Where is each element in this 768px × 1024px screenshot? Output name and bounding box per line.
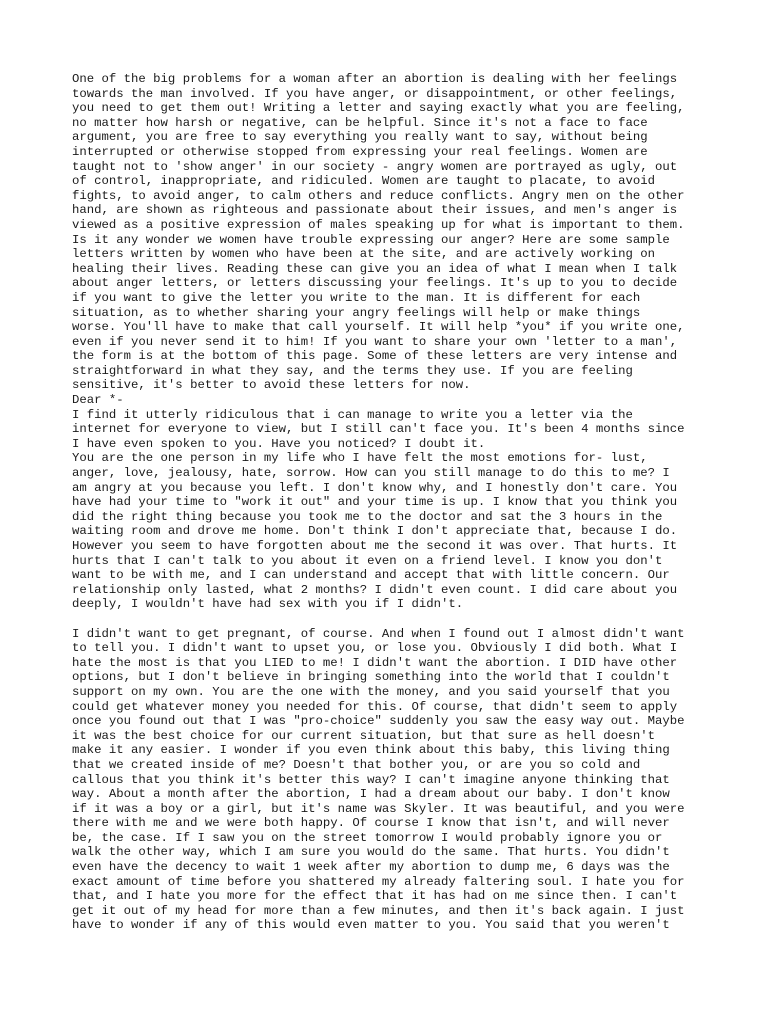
text-line: did the right thing because you took me to the doctor and sat the 3 hours in the <box>72 509 663 524</box>
text-line: You are the one person in my life who I have felt the most emotions for- lust, <box>72 451 648 466</box>
text-line: make it any easier. I wonder if you even think about this baby, this living thing <box>72 743 670 758</box>
text-line: situation, as to whether sharing your angry feelings will help or make things <box>72 305 641 320</box>
text-line: if it was a boy or a girl, but it's name was Skyler. It was beautiful, and you were <box>72 801 685 816</box>
text-line: I have even spoken to you. Have you noticed? I doubt it. <box>72 436 486 451</box>
text-line: once you found out that I was "pro-choice" suddenly you saw the easy way out. Maybe <box>72 714 685 729</box>
text-line: it was the best choice for our current situation, but that sure as hell doesn't <box>72 728 655 743</box>
text-line: healing their lives. Reading these can give you an idea of what I mean when I talk <box>72 261 678 276</box>
text-line: straightforward in what they say, and the terms they use. If you are feeling <box>72 363 633 378</box>
text-line: letters written by women who have been at the site, and are actively working on <box>72 247 655 262</box>
text-line: hurts that I can't talk to you about it even on a friend level. I know you don't <box>72 553 663 568</box>
text-line: hand, are shown as righteous and passionate about their issues, and men's anger is <box>72 203 678 218</box>
text-line: anger, love, jealousy, hate, sorrow. How can you still manage to do this to me? I <box>72 466 670 481</box>
text-line: get it out of my head for more than a few minutes, and then it's back again. I just <box>72 903 685 918</box>
text-line: if you want to give the letter you write to the man. It is different for each <box>72 290 641 305</box>
text-line: relationship only lasted, what 2 months? I didn't even count. I did care about you <box>72 582 678 597</box>
text-line: of control, inappropriate, and ridiculed. Women are taught to placate, to avoid <box>72 174 655 189</box>
text-line: walk the other way, which I am sure you would do the same. That hurts. You didn't <box>72 845 670 860</box>
text-line: have to wonder if any of this would even matter to you. You said that you weren't <box>72 918 670 933</box>
text-line: have had your time to "work it out" and your time is up. I know that you think you <box>72 495 678 510</box>
blank-line <box>72 612 732 627</box>
text-line: towards the man involved. If you have anger, or disappointment, or other feelings, <box>72 86 678 101</box>
document-body <box>72 72 732 933</box>
text-line: that, and I hate you more for the effect that it has had on me since then. I can't <box>72 889 678 904</box>
text-line: am angry at you because you left. I don't know why, and I honestly don't care. You <box>72 480 678 495</box>
text-line: viewed as a positive expression of males speaking up for what is important to them. <box>72 217 685 232</box>
text-line: exact amount of time before you shattered my already faltering soul. I hate you for <box>72 874 685 889</box>
text-line: to tell you. I didn't want to upset you, or lose you. Obviously I did both. What I <box>72 641 678 656</box>
text-line: However you seem to have forgotten about me the second it was over. That hurts. It <box>72 539 678 553</box>
text-line: argument, you are free to say everything you really want to say, without being <box>72 130 648 145</box>
text-line: sensitive, it's better to avoid these letters for now. <box>72 378 471 393</box>
text-line: even if you never send it to him! If you want to share your own 'letter to a man', <box>72 334 678 349</box>
text-line: even have the decency to wait 1 week after my abortion to dump me, 6 days was the <box>72 860 670 875</box>
text-line: taught not to 'show anger' in our society - angry women are portrayed as ugly, out <box>72 159 678 174</box>
text-line: worse. You'll have to make that call yourself. It will help *you* if you write one, <box>72 320 685 335</box>
text-line: One of the big problems for a woman after an abortion is dealing with her feelings <box>72 72 678 86</box>
text-line: options, but I don't believe in bringing something into the world that I couldn't <box>72 670 670 685</box>
text-line: I didn't want to get pregnant, of course. And when I found out I almost didn't want <box>72 626 685 641</box>
text-line: hate the most is that you LIED to me! I didn't want the abortion. I DID have other <box>72 655 678 670</box>
text-line: support on my own. You are the one with the money, and you said yourself that you <box>72 684 670 699</box>
text-line: deeply, I wouldn't have had sex with you if I didn't. <box>72 597 464 612</box>
text-line: Is it any wonder we women have trouble expressing our anger? Here are some sample <box>72 232 670 247</box>
text-line: internet for everyone to view, but I still can't face you. It's been 4 months since <box>72 422 685 437</box>
text-line: could get whatever money you needed for this. Of course, that didn't seem to apply <box>72 699 678 714</box>
text-line: interrupted or otherwise stopped from expressing your real feelings. Women are <box>72 144 648 159</box>
text-line: callous that you think it's better this way? I can't imagine anyone thinking that <box>72 772 670 787</box>
text-line: way. About a month after the abortion, I had a dream about our baby. I don't know <box>72 787 670 802</box>
text-line: there with me and we were both happy. Of course I know that isn't, and will never <box>72 816 670 831</box>
text-line: waiting room and drove me home. Don't think I don't appreciate that, because I do. <box>72 524 678 539</box>
text-line: Dear *- <box>72 393 124 408</box>
text-line: that we created inside of me? Doesn't that bother you, or are you so cold and <box>72 757 641 772</box>
text-line: I find it utterly ridiculous that i can manage to write you a letter via the <box>72 407 633 422</box>
text-line: want to be with me, and I can understand and accept that with little concern. Our <box>72 568 670 583</box>
text-line: fights, to avoid anger, to calm others and reduce conflicts. Angry men on the other <box>72 188 685 203</box>
text-line: the form is at the bottom of this page. Some of these letters are very intense and <box>72 349 678 364</box>
text-line: no matter how harsh or negative, can be helpful. Since it's not a face to face <box>72 115 648 130</box>
text-line: you need to get them out! Writing a letter and saying exactly what you are feeling, <box>72 101 685 116</box>
text-line: be, the case. If I saw you on the street tomorrow I would probably ignore you or <box>72 830 663 845</box>
text-line: about anger letters, or letters discussing your feelings. It's up to you to decide <box>72 276 678 291</box>
